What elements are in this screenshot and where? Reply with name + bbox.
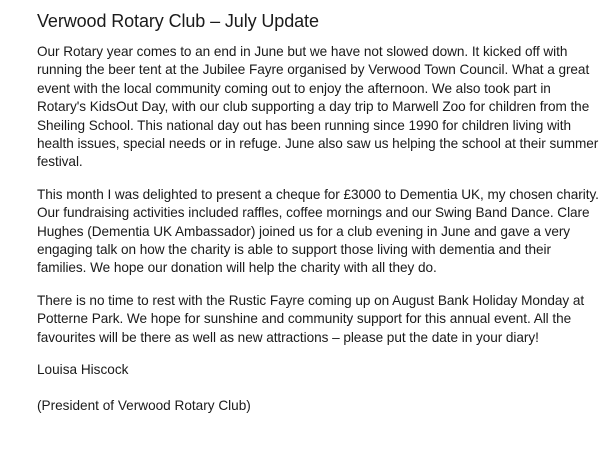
paragraph-charity-cheque: This month I was delighted to present a cheque for £3000 to Dementia UK, my chosen charity. Our fundraising activities included raffles, coffee mornings and our Swing Band Dance. Clare Hughes (Dementia UK Ambassador) joined us for a club evening in June and gave a very engaging talk on how the charity is able to support those living with dementia and their families. We hope our donation will help the charity with all they do. [37, 186, 599, 276]
document-title: Verwood Rotary Club – July Update [37, 11, 319, 31]
signature-role: (President of Verwood Rotary Club) [37, 398, 251, 414]
signature-name: Louisa Hiscock [37, 362, 129, 378]
paragraph-rustic-fayre: There is no time to rest with the Rustic Fayre coming up on August Bank Holiday Monday at Potterne Park. We hope for sunshine and community support for this annual event. All the favourites will be there as well as new attractions – please put the date in your diary! [37, 292, 585, 345]
document-body [37, 10, 603, 433]
paragraph-year-summary: Our Rotary year comes to an end in June but we have not slowed down. It kicked off with running the beer tent at the Jubilee Fayre organised by Verwood Town Council. What a great event with the local community coming out to enjoy the afternoon. We also took part in Rotary's KidsOut Day, with our club supporting a day trip to Marwell Zoo for children from the Sheiling School. This national day out has been running since 1990 for children living with health issues, special needs or in refuge. June also saw us helping the school at their summer festival. [37, 44, 599, 170]
